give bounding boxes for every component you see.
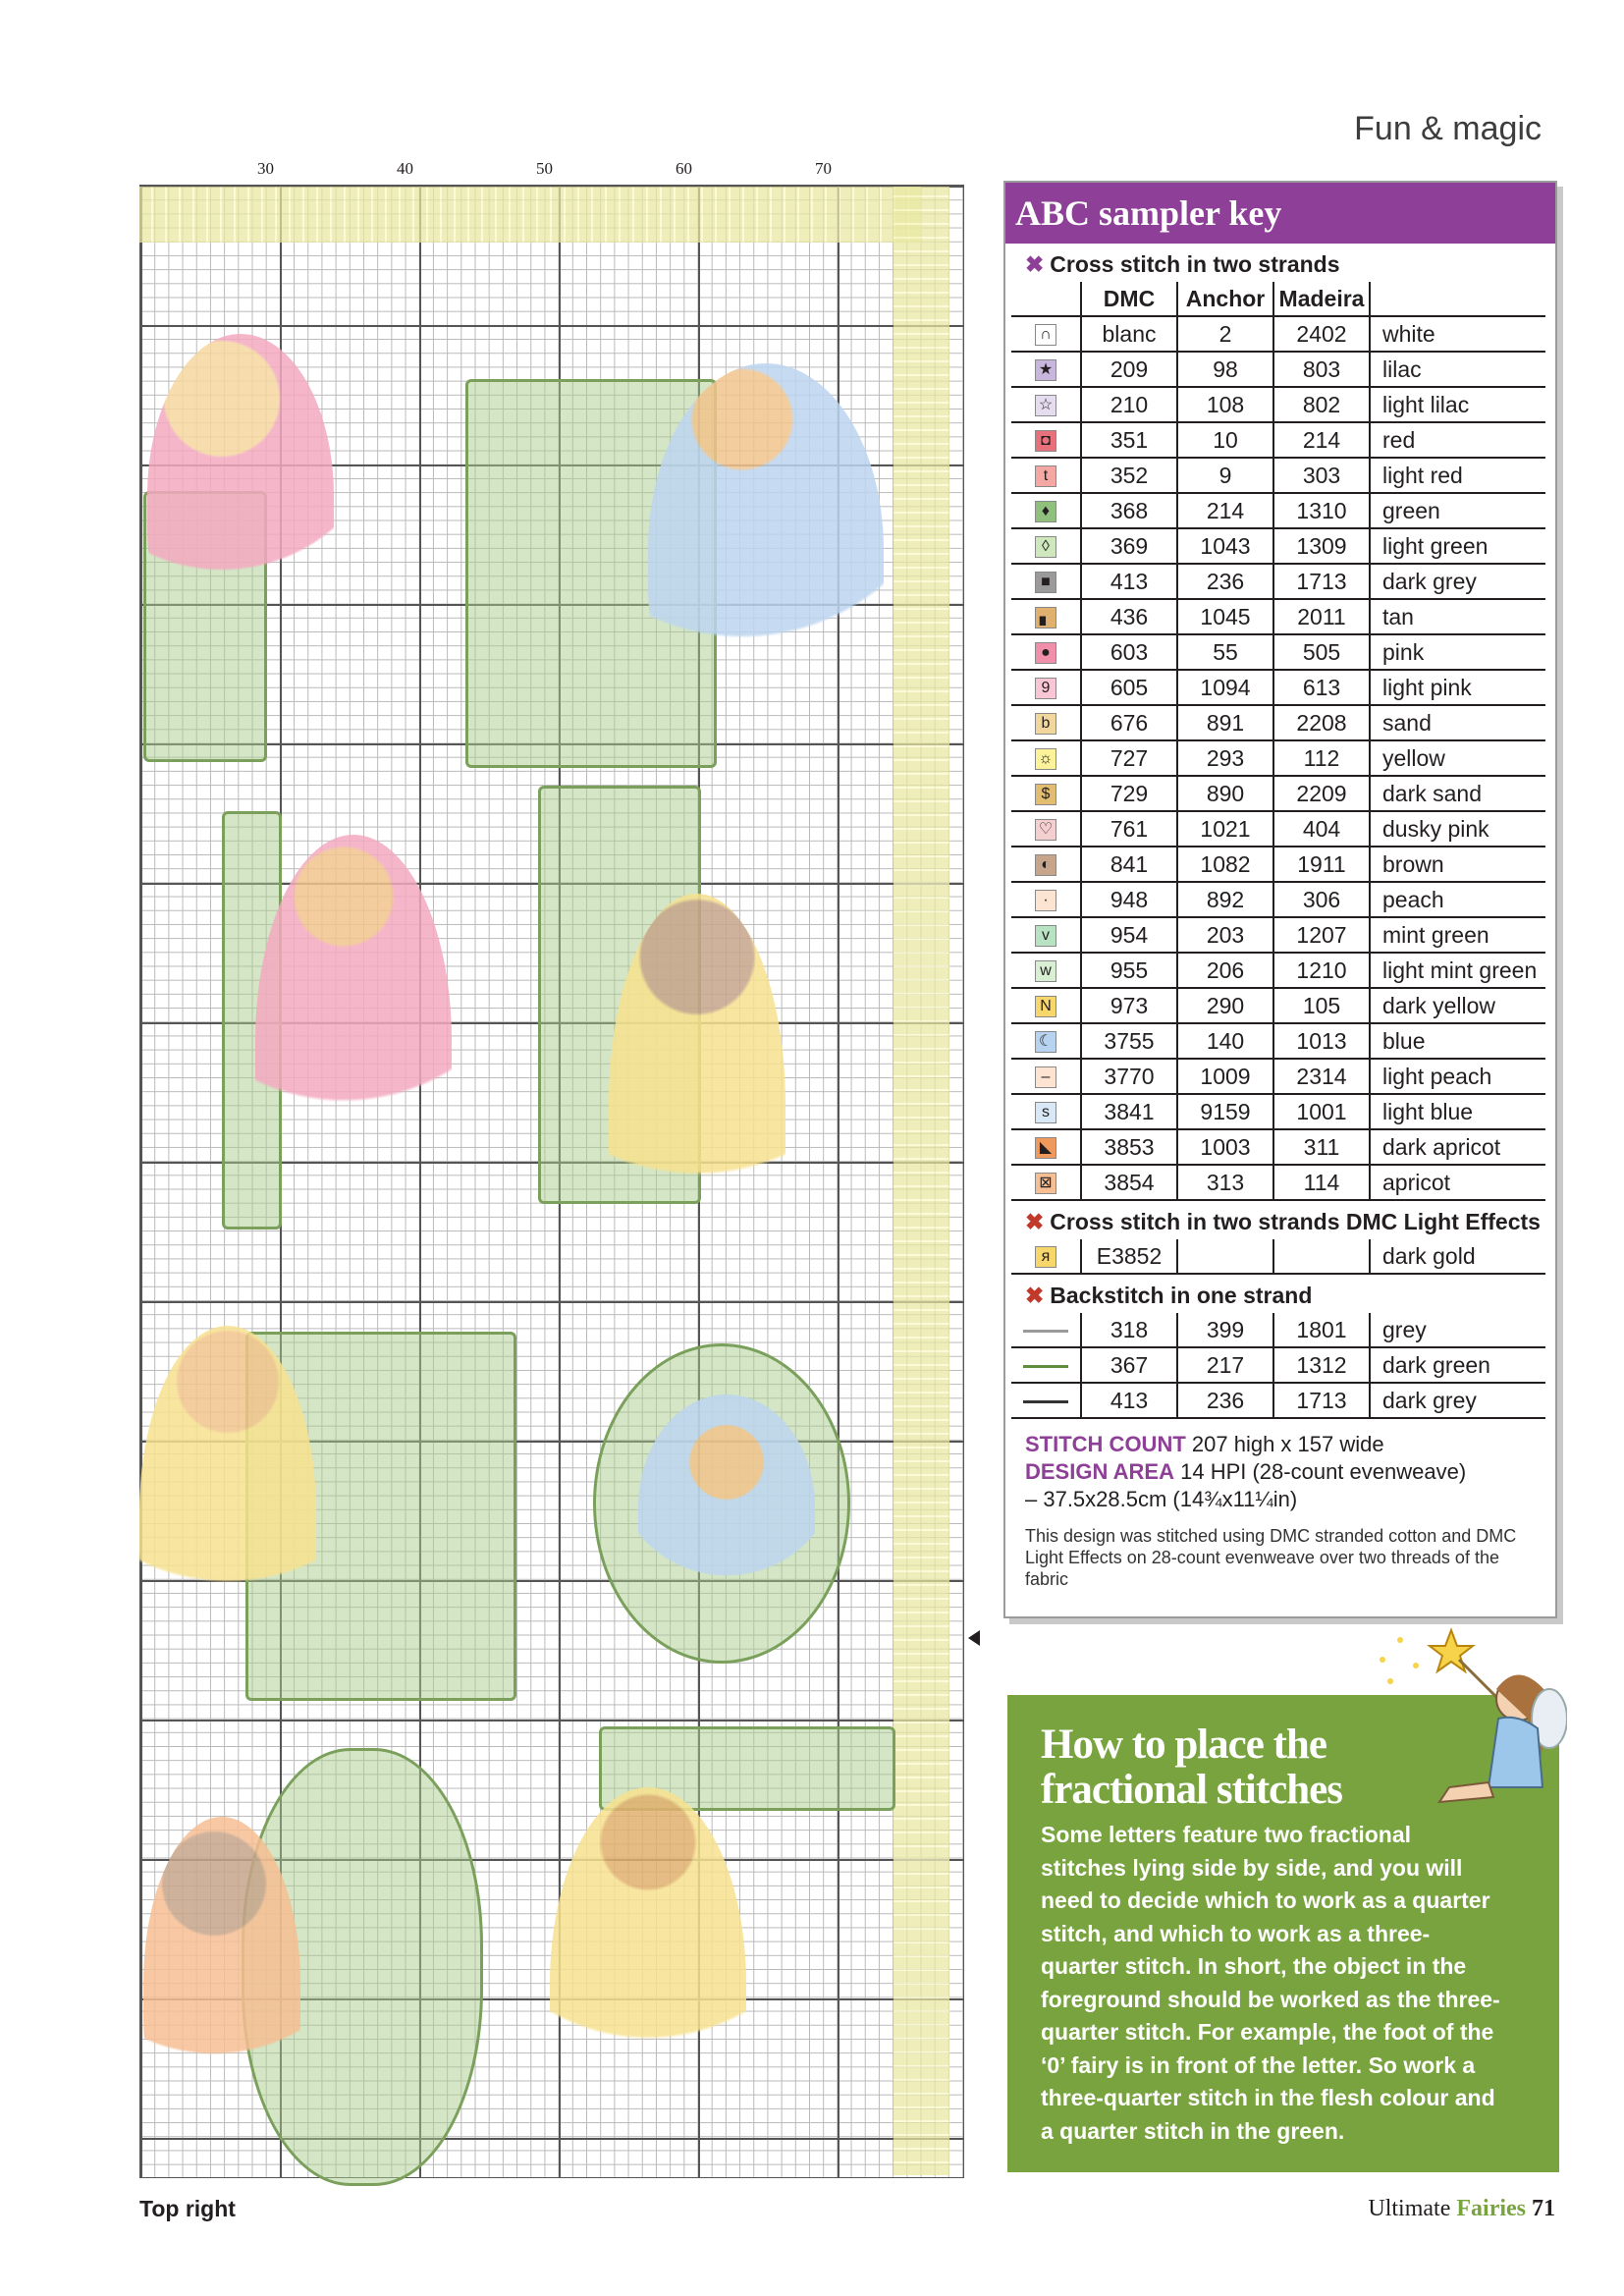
stitch-symbol-icon: · [1035,890,1056,911]
thread-swatch [1011,599,1081,634]
dmc-code: 318 [1081,1313,1177,1347]
dmc-code: 727 [1081,740,1177,776]
key-row [1011,670,1545,705]
stitch-symbol-icon: ■ [1035,572,1056,593]
key-row [1011,882,1545,917]
row-marker-arrow [968,1630,980,1646]
madeira-code: 1713 [1273,1383,1370,1418]
cross-icon: ✖ [1025,1283,1045,1308]
fairy-apricot-bottom [143,1817,300,2151]
thread-swatch [1011,847,1081,882]
thread-swatch [1011,740,1081,776]
anchor-code: 892 [1177,882,1273,917]
key-row [1011,564,1545,599]
colour-name: light lilac [1370,387,1545,422]
colour-name: green [1370,493,1545,528]
chart-border-right [893,187,949,2175]
anchor-code: 1045 [1177,599,1273,634]
dmc-code: 351 [1081,422,1177,458]
anchor-code: 214 [1177,493,1273,528]
madeira-code: 803 [1273,352,1370,387]
materials-note: This design was stitched using DMC stranded cotton and DMC Light Effects on 28-count evenweave over two threads of the fabric [1025,1526,1517,1589]
key-row [1011,634,1545,670]
dmc-code: 210 [1081,387,1177,422]
colour-name: light pink [1370,670,1545,705]
anchor-code: 236 [1177,1383,1273,1418]
stitch-symbol-icon: $ [1035,784,1056,805]
key-row [1011,493,1545,528]
madeira-code: 404 [1273,811,1370,847]
key-row [1011,458,1545,493]
madeira-code: 105 [1273,988,1370,1023]
stitch-symbol-icon: ◣ [1035,1137,1056,1159]
colour-name: apricot [1370,1165,1545,1200]
thread-swatch [1011,458,1081,493]
key-row [1011,316,1545,352]
thread-swatch [1011,705,1081,740]
colour-name: brown [1370,847,1545,882]
stitch-symbol-icon: s [1035,1102,1056,1123]
dmc-code: 603 [1081,634,1177,670]
fairy-illustration [1371,1620,1567,1817]
dmc-code: 413 [1081,564,1177,599]
fairy-blue-top [648,363,884,737]
anchor-code: 293 [1177,740,1273,776]
key-row [1011,847,1545,882]
thread-swatch [1011,422,1081,458]
colour-name: light green [1370,528,1545,564]
thread-swatch [1011,1094,1081,1129]
stitch-symbol-icon: ☾ [1035,1031,1056,1053]
fairy-blue-in-o [638,1394,815,1620]
cross-icon: ✖ [1025,251,1045,277]
colour-name: red [1370,422,1545,458]
stitch-symbol-icon: ◐ [1035,854,1056,876]
footer-prefix: Ultimate [1368,2196,1451,2221]
colour-name: dark grey [1370,1383,1545,1418]
madeira-code: 802 [1273,387,1370,422]
madeira-code: 1210 [1273,953,1370,988]
colour-name: white [1370,316,1545,352]
colour-name: yellow [1370,740,1545,776]
stitch-symbol-icon: ♦ [1035,501,1056,522]
stitch-symbol-icon: b [1035,713,1056,735]
light-effects-table [1011,1239,1545,1275]
stitch-symbol-icon: ● [1035,642,1056,664]
anchor-code: 891 [1177,705,1273,740]
stitch-symbol-icon: ♡ [1035,819,1056,841]
dmc-code: 413 [1081,1383,1177,1418]
colour-name: pink [1370,634,1545,670]
madeira-code: 1713 [1273,564,1370,599]
anchor-code: 98 [1177,352,1273,387]
thread-swatch [1011,352,1081,387]
madeira-code: 306 [1273,882,1370,917]
madeira-code: 2209 [1273,776,1370,811]
madeira-code: 2402 [1273,316,1370,352]
colour-name: dark gold [1370,1239,1545,1274]
anchor-code: 9159 [1177,1094,1273,1129]
key-row [1011,953,1545,988]
key-title: ABC sampler key [1005,183,1555,244]
dmc-code: blanc [1081,316,1177,352]
colour-name: mint green [1370,917,1545,953]
key-row [1011,599,1545,634]
dmc-code: 841 [1081,847,1177,882]
dmc-code: 3853 [1081,1129,1177,1165]
colour-name: dark grey [1370,564,1545,599]
backstitch-line-icon [1023,1365,1068,1368]
madeira-code: 1013 [1273,1023,1370,1059]
madeira-code: 1911 [1273,847,1370,882]
stitch-symbol-icon: N [1035,996,1056,1017]
stitch-count-label: STITCH COUNT [1025,1432,1186,1456]
thread-swatch [1011,670,1081,705]
colour-name: tan [1370,599,1545,634]
thread-swatch [1011,1347,1081,1383]
key-row [1011,1313,1545,1347]
madeira-code: 1312 [1273,1347,1370,1383]
anchor-code: 10 [1177,422,1273,458]
anchor-code: 217 [1177,1347,1273,1383]
dmc-code: 3755 [1081,1023,1177,1059]
colour-name: light peach [1370,1059,1545,1094]
colour-name: blue [1370,1023,1545,1059]
madeira-code: 505 [1273,634,1370,670]
dmc-code: E3852 [1081,1239,1177,1274]
thread-swatch [1011,988,1081,1023]
key-row [1011,811,1545,847]
madeira-code: 1801 [1273,1313,1370,1347]
thread-swatch [1011,564,1081,599]
madeira-code: 114 [1273,1165,1370,1200]
key-row [1011,1347,1545,1383]
thread-swatch [1011,634,1081,670]
dmc-code: 3841 [1081,1094,1177,1129]
tip-title: How to place the fractional stitches [1041,1722,1343,1813]
chart-border-top [139,187,921,243]
anchor-code: 9 [1177,458,1273,493]
footer-magazine: Fairies [1456,2196,1526,2221]
backstitch-line-icon [1023,1400,1068,1403]
key-row [1011,917,1545,953]
design-area-size: – 37.5x28.5cm (14¾x11¼in) [1025,1487,1298,1511]
header-madeira: Madeira [1273,282,1370,316]
sampler-key-panel [1003,181,1557,1618]
colour-name: sand [1370,705,1545,740]
stitch-symbol-icon: ⊠ [1035,1173,1056,1194]
stitch-symbol-icon: ∩ [1035,324,1056,346]
madeira-code: 214 [1273,422,1370,458]
madeira-code: 311 [1273,1129,1370,1165]
anchor-code: 1003 [1177,1129,1273,1165]
dmc-code: 367 [1081,1347,1177,1383]
stitch-symbol-icon: 9 [1035,678,1056,699]
colour-name: dark green [1370,1347,1545,1383]
scale-label-70: 70 [815,159,832,178]
dmc-code: 3770 [1081,1059,1177,1094]
key-row [1011,387,1545,422]
dmc-code: 369 [1081,528,1177,564]
colour-name: dark sand [1370,776,1545,811]
backstitch-table [1011,1313,1545,1419]
thread-swatch [1011,1059,1081,1094]
chart-caption: Top right [139,2196,236,2221]
madeira-code [1273,1239,1370,1274]
stitch-symbol-icon: ▖ [1035,607,1056,629]
backstitch-line-icon [1023,1330,1068,1333]
group-title-light-effects: ✖ Cross stitch in two strands DMC Light Effects [1025,1209,1541,1234]
madeira-code: 2208 [1273,705,1370,740]
anchor-code: 1009 [1177,1059,1273,1094]
thread-swatch [1011,882,1081,917]
madeira-code: 112 [1273,740,1370,776]
thread-swatch [1011,1129,1081,1165]
dmc-code: 954 [1081,917,1177,953]
stitch-symbol-icon: w [1035,960,1056,982]
colour-name: light mint green [1370,953,1545,988]
fairy-pink-middle [255,835,452,1247]
stitch-symbol-icon: v [1035,925,1056,947]
header-anchor: Anchor [1177,282,1273,316]
anchor-code: 108 [1177,387,1273,422]
dmc-code: 3854 [1081,1165,1177,1200]
colour-name: light blue [1370,1094,1545,1129]
anchor-code: 1043 [1177,528,1273,564]
key-row [1011,1165,1545,1200]
dmc-code: 973 [1081,988,1177,1023]
page-footer [1368,2196,1555,2222]
stitch-symbol-icon: t [1035,465,1056,487]
dmc-code: 729 [1081,776,1177,811]
dmc-code: 605 [1081,670,1177,705]
fairy-yellow-middle [609,894,785,1316]
anchor-code: 290 [1177,988,1273,1023]
colour-name: light red [1370,458,1545,493]
anchor-code: 313 [1177,1165,1273,1200]
thread-swatch [1011,953,1081,988]
key-row [1011,422,1545,458]
scale-label-60: 60 [676,159,692,178]
scale-label-30: 30 [257,159,274,178]
cross-icon: ✖ [1025,1209,1045,1234]
stitch-symbol-icon: ☆ [1035,395,1056,416]
header-dmc: DMC [1081,282,1177,316]
madeira-code: 613 [1273,670,1370,705]
key-row [1011,776,1545,811]
madeira-code: 303 [1273,458,1370,493]
anchor-code: 203 [1177,917,1273,953]
colour-name: lilac [1370,352,1545,387]
thread-swatch [1011,528,1081,564]
colour-name: dark yellow [1370,988,1545,1023]
key-row [1011,1239,1545,1274]
thread-swatch [1011,1023,1081,1059]
design-area-label: DESIGN AREA [1025,1459,1174,1484]
key-row [1011,705,1545,740]
page-number: 71 [1532,2196,1555,2221]
key-row [1011,988,1545,1023]
key-row [1011,740,1545,776]
scale-label-40: 40 [397,159,413,178]
stitch-symbol-icon: ◊ [1035,536,1056,558]
key-table-header [1011,282,1545,316]
madeira-code: 1310 [1273,493,1370,528]
dmc-code: 436 [1081,599,1177,634]
anchor-code: 1082 [1177,847,1273,882]
dmc-code: 955 [1081,953,1177,988]
stitch-symbol-icon: ★ [1035,359,1056,381]
fairy-yellow-bottom-right [550,1787,746,2180]
anchor-code: 2 [1177,316,1273,352]
dmc-code: 676 [1081,705,1177,740]
stitch-stats [1025,1431,1542,1513]
madeira-code: 1207 [1273,917,1370,953]
thread-swatch [1011,387,1081,422]
stitch-symbol-icon: – [1035,1066,1056,1088]
section-label: Fun & magic [1354,110,1542,147]
thread-swatch [1011,1165,1081,1200]
thread-swatch [1011,1313,1081,1347]
design-area-value: 14 HPI (28-count evenweave) [1180,1459,1467,1484]
key-table [1011,282,1545,1201]
key-row [1011,1383,1545,1418]
fairy-pink-top-left [147,334,334,658]
thread-swatch [1011,1239,1081,1274]
thread-swatch [1011,917,1081,953]
anchor-code [1177,1239,1273,1274]
scale-label-50: 50 [536,159,553,178]
stitch-symbol-icon: ☼ [1035,748,1056,770]
anchor-code: 140 [1177,1023,1273,1059]
key-row [1011,1094,1545,1129]
anchor-code: 236 [1177,564,1273,599]
dmc-code: 368 [1081,493,1177,528]
anchor-code: 55 [1177,634,1273,670]
key-row [1011,1059,1545,1094]
madeira-code: 1001 [1273,1094,1370,1129]
colour-name: grey [1370,1313,1545,1347]
anchor-code: 399 [1177,1313,1273,1347]
stitch-count-value: 207 high x 157 wide [1191,1432,1384,1456]
tip-body: Some letters feature two fractional stitches lying side by side, and you will need to decide which to work as a quarter stitch, and which to work as a three-quarter stitch. In short, the object in the foreground should be worked as the three-quarter stitch. For example, the foot of the ‘0’ fairy is in front of the letter. So work a three-quarter stitch in the flesh colour and a quarter stitch in the green. [1041,1822,1500,2144]
dmc-code: 948 [1081,882,1177,917]
madeira-code: 1309 [1273,528,1370,564]
thread-swatch [1011,493,1081,528]
dmc-code: 209 [1081,352,1177,387]
stitch-symbol-icon: я [1035,1246,1056,1268]
thread-swatch [1011,1383,1081,1418]
dmc-code: 761 [1081,811,1177,847]
anchor-code: 206 [1177,953,1273,988]
anchor-code: 890 [1177,776,1273,811]
key-row [1011,352,1545,387]
dmc-code: 352 [1081,458,1177,493]
madeira-code: 2011 [1273,599,1370,634]
fairy-yellow-bottom-left [139,1326,316,1699]
anchor-code: 1021 [1177,811,1273,847]
group-title-backstitch: ✖ Backstitch in one strand [1025,1283,1313,1308]
colour-name: dark apricot [1370,1129,1545,1165]
stitch-symbol-icon: ◘ [1035,430,1056,452]
key-row [1011,1129,1545,1165]
key-row [1011,528,1545,564]
anchor-code: 1094 [1177,670,1273,705]
thread-swatch [1011,316,1081,352]
colour-name: peach [1370,882,1545,917]
colour-name: dusky pink [1370,811,1545,847]
thread-swatch [1011,776,1081,811]
group-title-cross: ✖ Cross stitch in two strands [1025,251,1340,277]
thread-swatch [1011,811,1081,847]
key-row [1011,1023,1545,1059]
madeira-code: 2314 [1273,1059,1370,1094]
